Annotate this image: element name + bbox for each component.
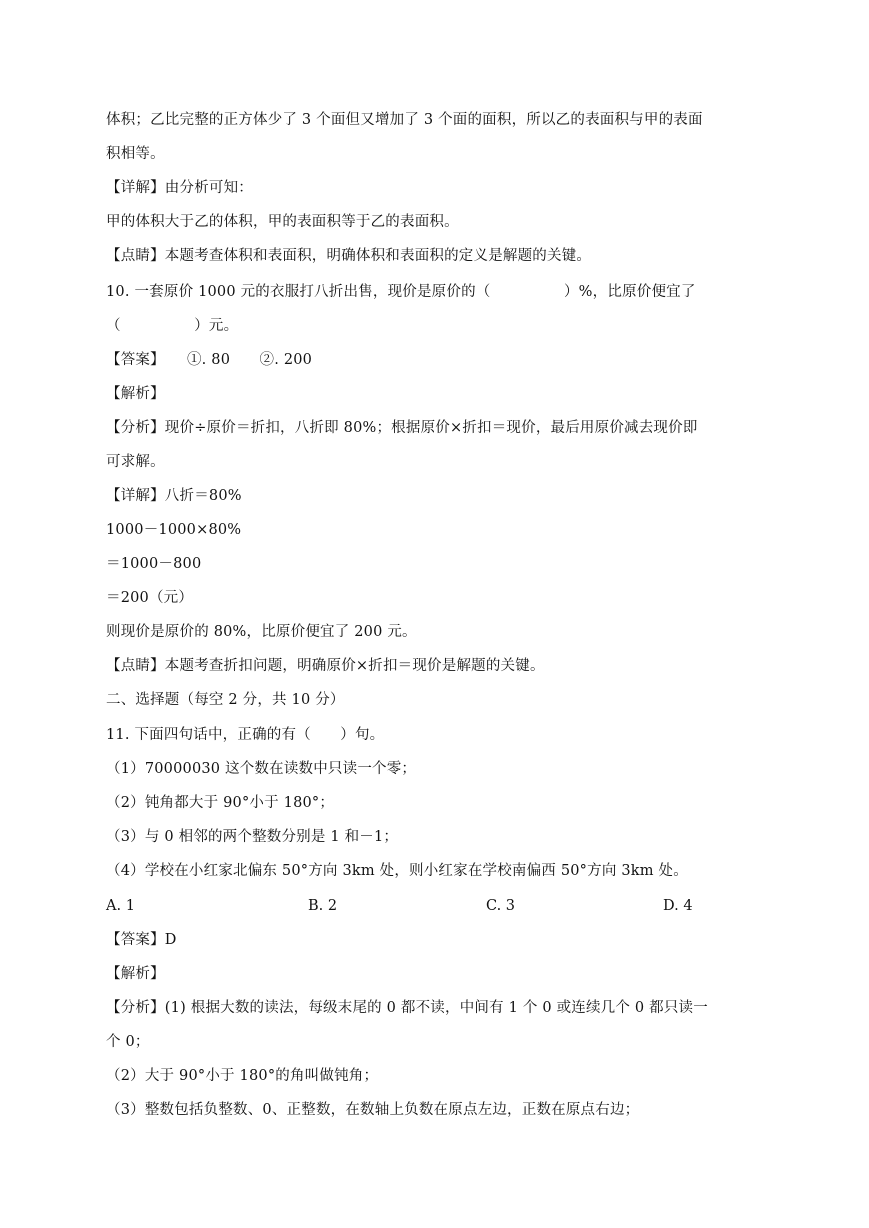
option-c: C. 3 [486,898,516,914]
detail-heading: 【详解】由分析可知： [106,180,253,196]
answer-line: 【答案】D [106,932,177,948]
detail-line: 【详解】八折＝80% [106,488,242,504]
option-b: B. 2 [308,898,338,914]
text-line: 甲的体积大于乙的体积，甲的表面积等于乙的表面积。 [106,214,459,230]
analysis-line: 【分析】(1) 根据大数的读法，每级末尾的 0 都不读，中间有 1 个 0 或连续几个 0 都只读一 [106,1000,708,1016]
statement-2: （2）钝角都大于 90°小于 180°； [106,795,335,811]
key-point-line: 【点睛】本题考查体积和表面积，明确体积和表面积的定义是解题的关键。 [106,248,592,264]
analysis-line: 【分析】现价÷原价＝折扣，八折即 80%；根据原价×折扣＝现价，最后用原价减去现价即 [106,420,698,436]
option-a: A. 1 [106,898,135,914]
text-line: 积相等。 [106,146,165,162]
question-10: 10. 一套原价 1000 元的衣服打八折出售，现价是原价的（ ）%，比原价便宜了 [106,284,696,300]
question-11: 11. 下面四句话中，正确的有（ ）句。 [106,727,385,743]
statement-4: （4）学校在小红家北偏东 50°方向 3km 处，则小红家在学校南偏西 50°方向 3km 处。 [106,863,688,879]
analysis-point-2: （2）大于 90°小于 180°的角叫做钝角； [106,1068,379,1084]
analysis-line-continued: 个 0； [106,1034,150,1050]
analysis-heading: 【解析】 [106,386,165,402]
key-point-line: 【点睛】本题考查折扣问题，明确原价×折扣＝现价是解题的关键。 [106,658,545,674]
text-line: 体积；乙比完整的正方体少了 3 个面但又增加了 3 个面的面积，所以乙的表面积与甲的表面 [106,112,703,128]
answer-line: 【答案】 ①. 80 ②. 200 [106,352,313,368]
section-heading: 二、选择题（每空 2 分，共 10 分） [106,692,345,708]
question-10-continued: （ ）元。 [106,318,239,334]
answer-options [106,896,766,916]
analysis-line-continued: 可求解。 [106,454,165,470]
analysis-point-3: （3）整数包括负整数、0、正整数，在数轴上负数在原点左边，正数在原点右边； [106,1102,640,1118]
statement-1: （1）70000030 这个数在读数中只读一个零； [106,761,417,777]
statement-3: （3）与 0 相邻的两个整数分别是 1 和－1； [106,829,399,845]
option-d: D. 4 [663,898,693,914]
conclusion-line: 则现价是原价的 80%，比原价便宜了 200 元。 [106,624,417,640]
calculation-line: ＝1000－800 [106,556,202,572]
analysis-heading: 【解析】 [106,966,165,982]
calculation-line: 1000－1000×80% [106,522,242,538]
calculation-line: ＝200（元） [106,590,194,606]
